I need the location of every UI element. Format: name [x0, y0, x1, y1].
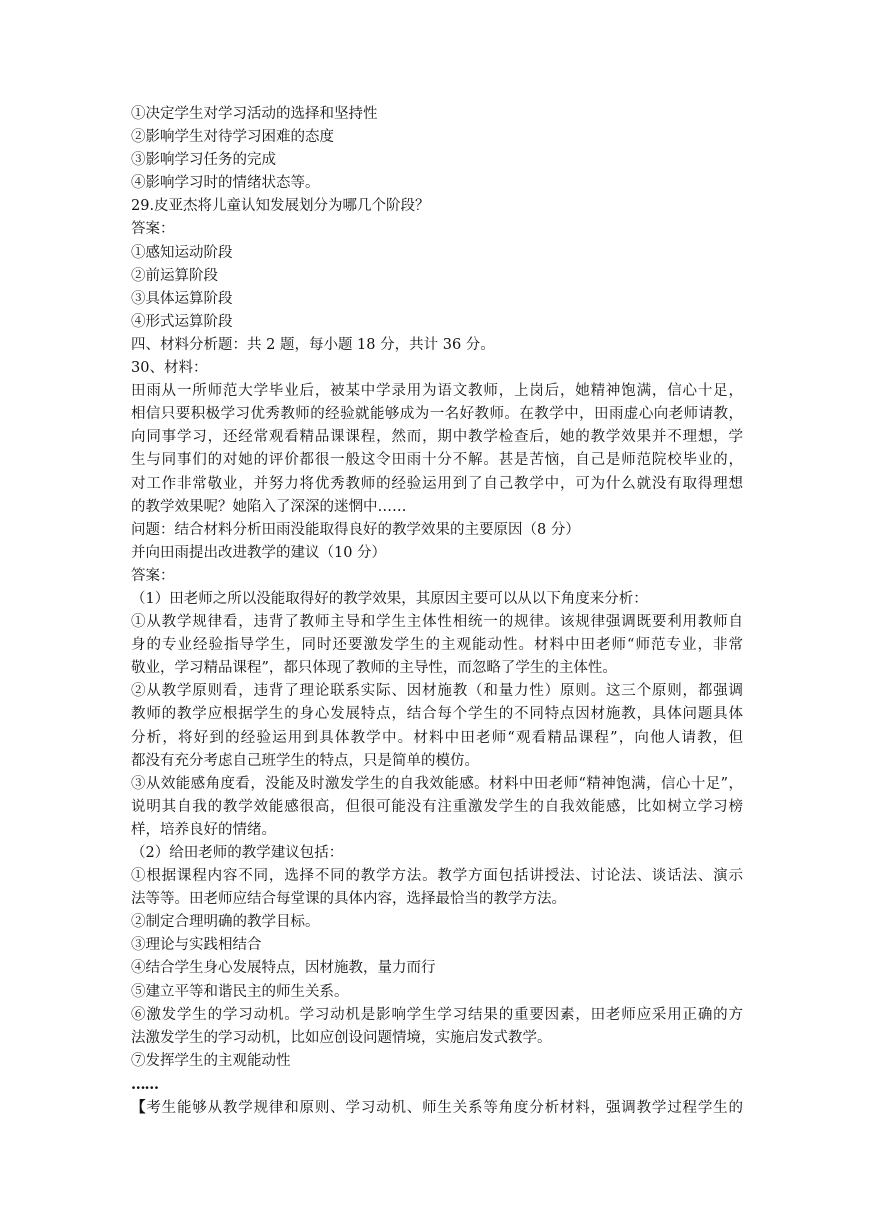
text-line: 都没有充分考虑自己班学生的特点，只是简单的模仿。	[131, 752, 479, 769]
text-line: 30、材料：	[131, 360, 208, 377]
text-line: 相信只要积极学习优秀教师的经验就能够成为一名好教师。在教学中，田雨虚心向老师请教，	[131, 406, 743, 423]
text-line: 对工作非常敬业，并努力将优秀教师的经验运用到了自己教学中，可为什么就没有取得理想	[131, 475, 743, 492]
text-line: 田雨从一所师范大学毕业后，被某中学录用为语文教师，上岗后，她精神饱满，信心十足，	[131, 383, 743, 400]
document-body	[131, 103, 743, 1119]
text-line: 的教学效果呢？她陷入了深深的迷惘中……	[131, 498, 407, 515]
text-line: ⑦发挥学生的主观能动性	[131, 1052, 291, 1069]
text-line: 敬业，学习精品课程”，都只体现了教师的主导性，而忽略了学生的主体性。	[131, 660, 617, 677]
text-line: ②前运算阶段	[131, 267, 218, 284]
text-line: ①根据课程内容不同，选择不同的教学方法。教学方面包括讲授法、讨论法、谈话法、演示	[131, 868, 743, 885]
text-line: 29.皮亚杰将儿童认知发展划分为哪几个阶段？	[131, 198, 430, 215]
ellipsis-line: ……	[131, 1075, 158, 1093]
text-line: （2）给田老师的教学建议包括：	[131, 845, 344, 861]
text-line: ③从效能感角度看，没能及时激发学生的自我效能感。材料中田老师“精神饱满，信心十足”，	[131, 775, 743, 792]
text-line: ①感知运动阶段	[131, 244, 233, 261]
text-line: 法等等。田老师应结合每堂课的具体内容，选择最恰当的教学方法。	[131, 891, 566, 908]
text-line: ③影响学习任务的完成	[131, 152, 276, 169]
text-line: 说明其自我的教学效能感很高，但很可能没有注重激发学生的自我效能感，比如树立学习榜	[131, 798, 743, 815]
text-line: ③具体运算阶段	[131, 290, 233, 307]
text-line: 生与同事们的对她的评价都很一般这令田雨十分不解。甚是苦恼，自己是师范院校毕业的，	[131, 452, 743, 469]
text-line: 身的专业经验指导学生，同时还要激发学生的主观能动性。材料中田老师“师范专业，非常	[131, 637, 743, 654]
text-line: ①决定学生对学习活动的选择和坚持性	[131, 106, 378, 122]
text-line: ④影响学习时的情绪状态等。	[131, 175, 320, 192]
text-line: ⑤建立平等和谐民主的师生关系。	[131, 983, 349, 1000]
text-line: 答案：	[131, 221, 175, 238]
text-line: ⑥激发学生的学习动机。学习动机是影响学生学习结果的重要因素，田老师应采用正确的方	[131, 1006, 743, 1023]
text-line: 【考生能够从教学规律和原则、学习动机、师生关系等角度分析材料，强调教学过程学生的	[131, 1099, 743, 1117]
text-line: ④结合学生身心发展特点，因材施教，量力而行	[131, 960, 436, 977]
text-line: 向同事学习，还经常观看精品课课程，然而，期中教学检查后，她的教学效果并不理想，学	[131, 429, 743, 446]
text-line: （1）田老师之所以没能取得好的教学效果，其原因主要可以从以下角度来分析：	[131, 590, 648, 607]
text-line: ②从教学原则看，违背了理论联系实际、因材施教（和量力性）原则。这三个原则，都强调	[131, 683, 743, 700]
text-line: 分析，将好到的经验运用到具体教学中。材料中田老师“观看精品课程”，向他人请教，但	[131, 729, 743, 746]
text-line: ③理论与实践相结合	[131, 937, 262, 954]
text-line: 样，培养良好的情绪。	[131, 821, 276, 838]
text-line: ②制定合理明确的教学目标。	[131, 914, 320, 931]
text-line: 问题：结合材料分析田雨没能取得良好的教学效果的主要原因（8 分）	[131, 521, 580, 538]
text-line: ④形式运算阶段	[131, 313, 233, 330]
text-line: 答案：	[131, 567, 175, 584]
text-line: ①从教学规律看，违背了教师主导和学生主体性相统一的规律。该规律强调既要利用教师自	[131, 614, 743, 631]
text-line: 法激发学生的学习动机，比如应创设问题情境，实施启发式教学。	[131, 1029, 552, 1046]
note-bracket: 【	[131, 1099, 147, 1117]
text-line: 并向田雨提出改进教学的建议（10 分）	[131, 544, 387, 561]
text-line: 教师的教学应根据学生的身心发展特点，结合每个学生的不同特点因材施教，具体问题具体	[131, 706, 743, 723]
text-line: ②影响学生对待学习困难的态度	[131, 129, 334, 146]
text-line: 四、材料分析题：共 2 题，每小题 18 分，共计 36 分。	[131, 336, 495, 353]
